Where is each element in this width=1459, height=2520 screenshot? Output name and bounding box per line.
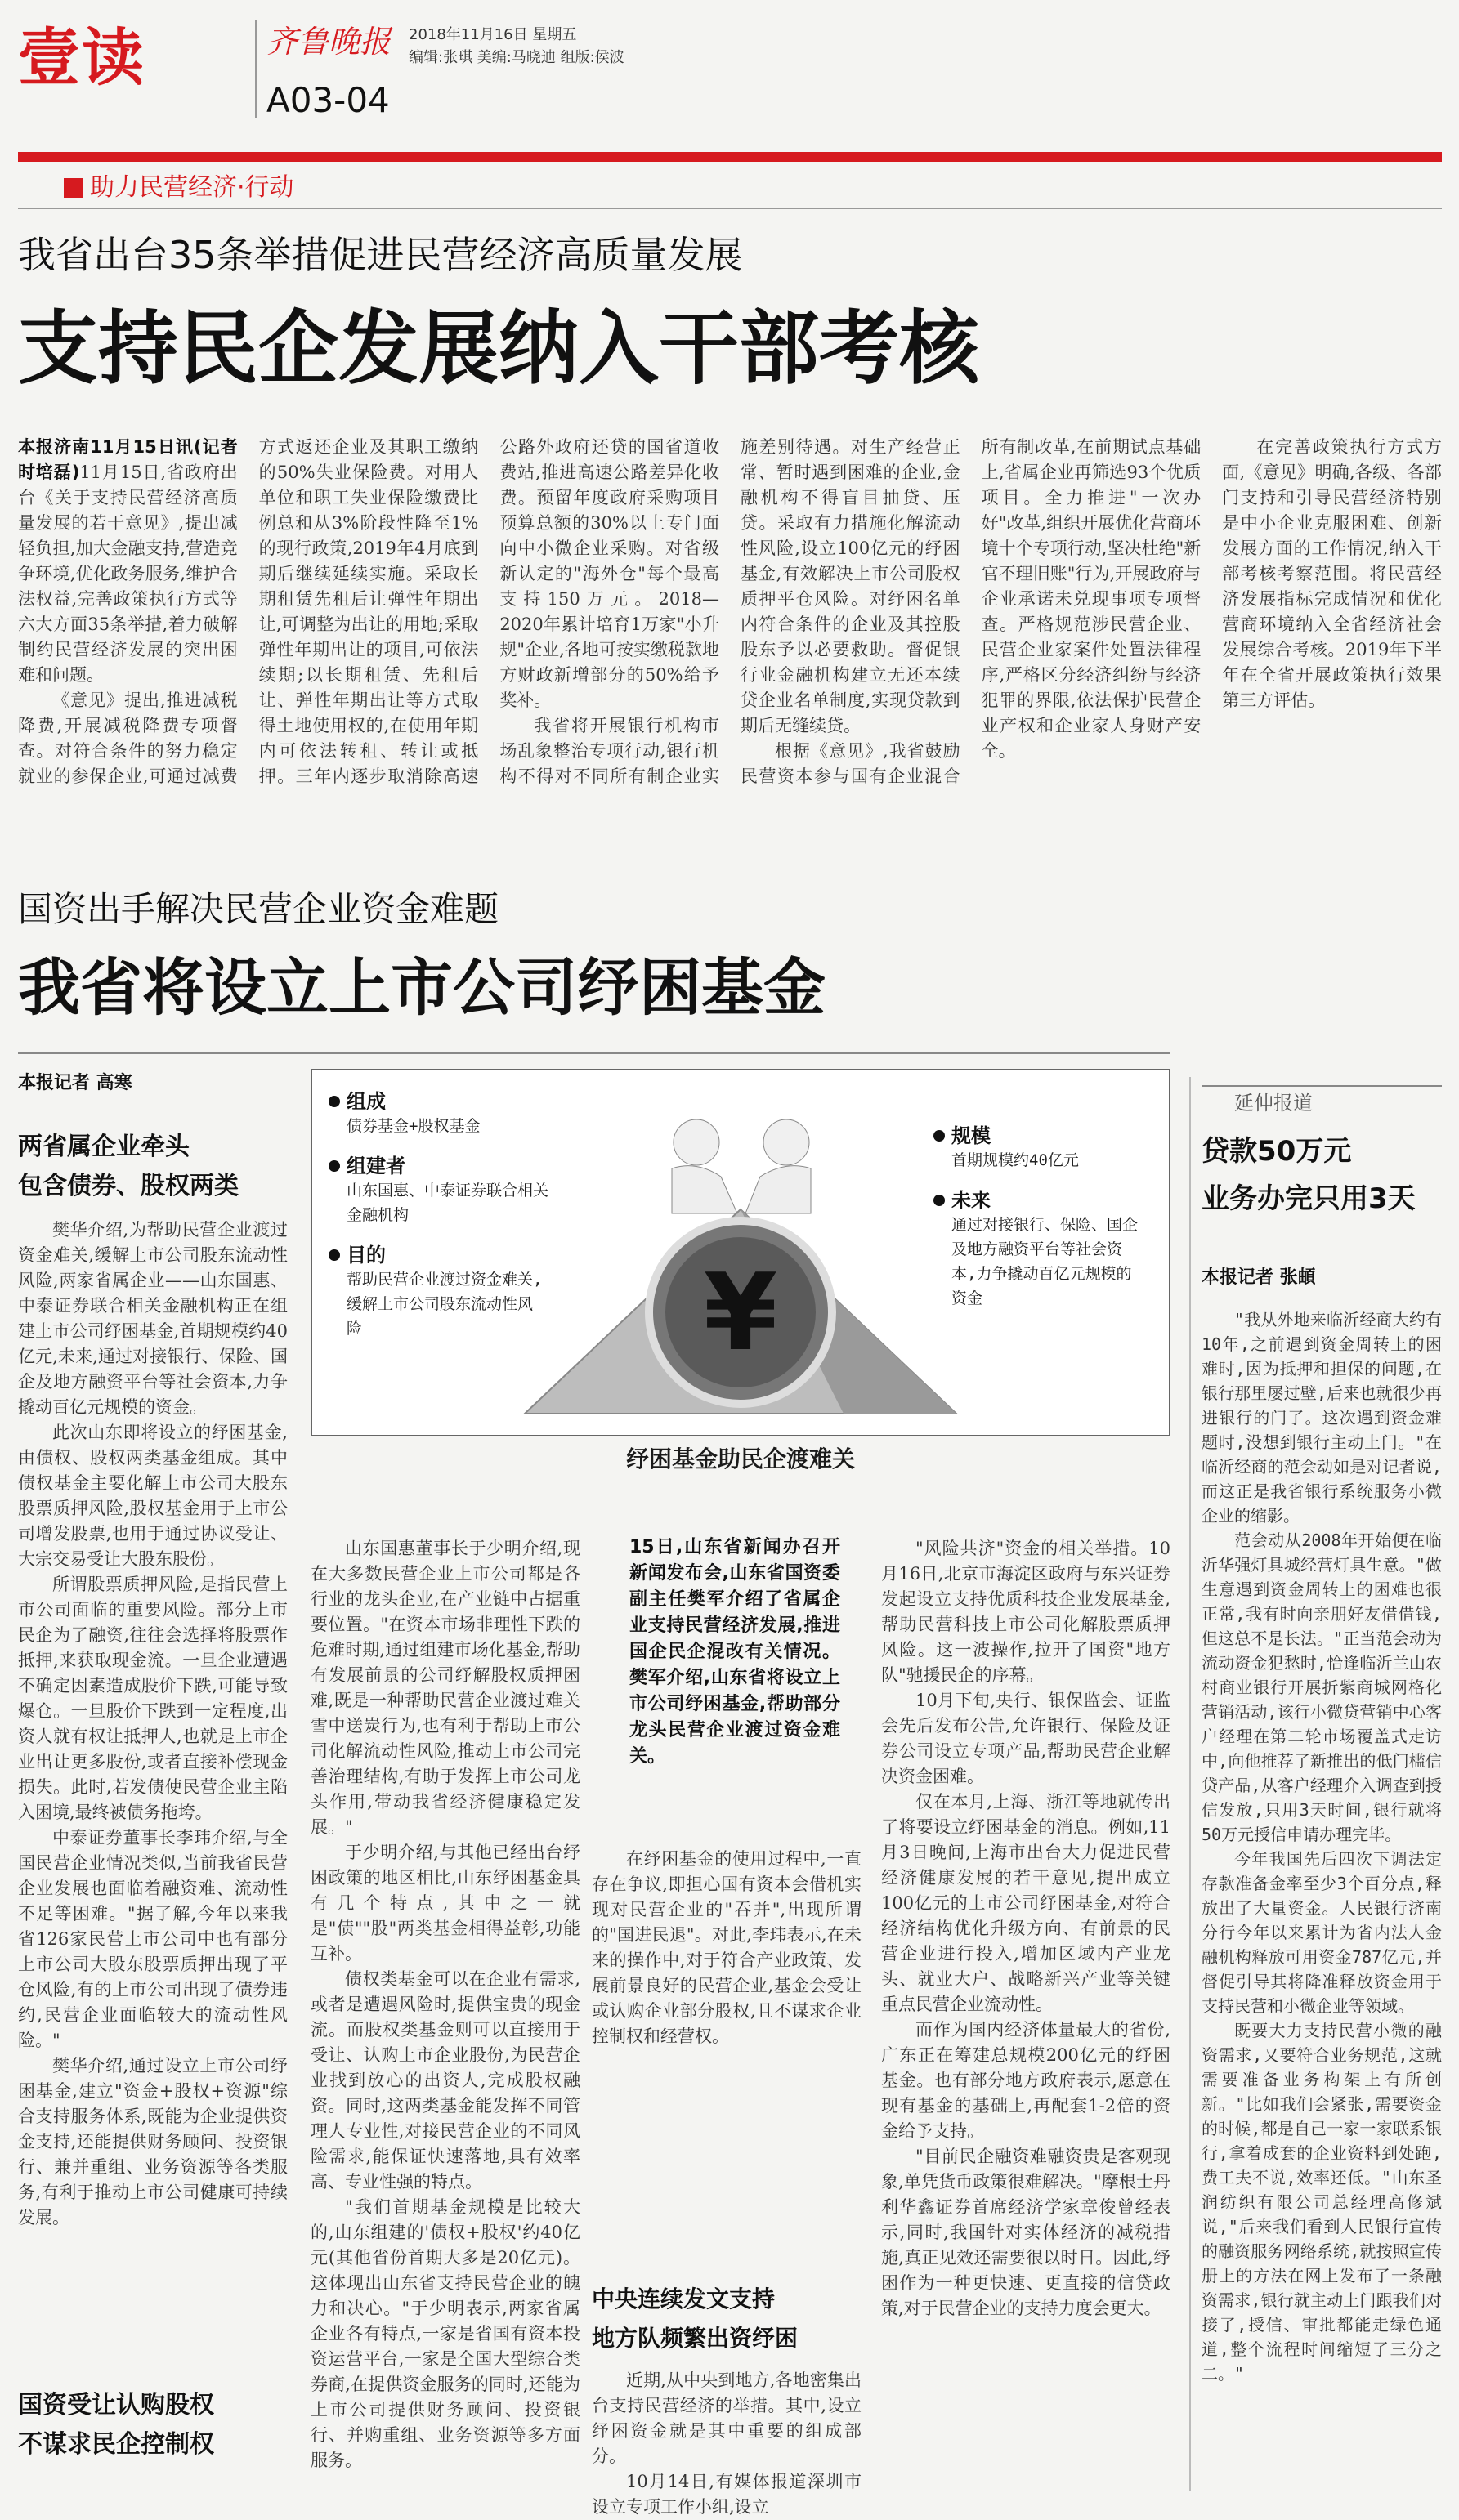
story2-kicker: 国资出手解决民营企业资金难题 — [18, 889, 499, 929]
staff-credits: 编辑:张琪 美编:马晓迪 组版:侯波 — [409, 49, 624, 66]
bullet-icon — [329, 1160, 340, 1172]
story2-rule — [18, 1052, 1170, 1054]
label-text: 组成 — [347, 1090, 386, 1113]
story2-paragraph: 樊华介绍,为帮助民营企业渡过资金难关,缓解上市公司股东流动性风险,两家省属企业——山东国惠、中泰证券联合相关金融机构正在组建上市公司纾困基金,首期规模约40亿元,未来,通过对接银行、保险、国企及地方融资平台等社会资本,力争撬动百亿元规模的资金。 — [18, 1220, 288, 1417]
story1-dateline: 本报济南11月15日讯(记者 时培磊) — [18, 437, 238, 482]
story2-paragraph: "我们首期基金规模是比较大的,山东组建的'债权+股权'约40亿元(其他省份首期大多是20亿元)。这体现出山东省支持民营企业的魄力和决心。"于少明表示,两家省属企业各有特点,一家是省国有资本投资运营平台,一家是全国大型综合类券商,在提供资金服务的同时,还能为上市公司提供财务顾问、投资银行、并购重组、业务资源等多方面服务。 — [311, 2197, 580, 2470]
bullet-icon — [933, 1195, 945, 1206]
story1-paragraph: 我省将开展银行机构市场乱象整治专项行动,银行机构不得对不同所有制企业实施差别待遇。对生产经营正常、暂时遇到困难的企业,金融机构不得盲目抽贷、压贷。采取有力措施化解流动性风险,设立100亿元的纾困基金,有效解决上市公司股权质押平仓风险。对纾困名单内符合条件的企业及其控股股东予以必要救助。督促银行业金融机构建立无还本续贷企业名单制度,实现贷款到期后无缝续贷。 — [499, 437, 960, 786]
yuan-icon: ¥ — [703, 1250, 778, 1374]
story2-paragraph: "风险共济"资金的相关举措。10月16日,北京市海淀区政府与东兴证券发起设立支持优质科技企业发展基金,帮助民营科技上市公司化解股票质押风险。这一波操作,拉开了国资"地方队"驰援民企的序幕。 — [881, 1539, 1170, 1685]
story3-paragraph: 既要大力支持民营小微的融资需求,又要符合业务规范,这就需要准备业务构架上有所创新。"比如我们会紧张,需要资金的时候,都是自己一家一家联系银行,拿着成套的企业资料到处跑,费工夫不说,效率还低。"山东圣润纺织有限公司总经理高修斌说,"后来我们看到人民银行宣传的融资服务网络系统,就按照宣传册上的方法在网上发布了一条融资需求,银行就主动上门跟我们对接了,授信、审批都能走绿色通道,整个流程时间缩短了三分之二。" — [1202, 2021, 1442, 2384]
graphic-left-items — [329, 1085, 590, 1341]
story2-paragraph: 于少明介绍,与其他已经出台纾困政策的地区相比,山东纾困基金具有几个特点,其中之一就是"债""股"两类基金相得益彰,功能互补。 — [311, 1843, 580, 1964]
issue-date: 2018年11月16日 星期五 — [409, 26, 577, 43]
subhead-line: 两省属企业牵头 — [18, 1133, 190, 1161]
bullet-icon — [329, 1249, 340, 1261]
square-icon — [64, 178, 83, 198]
story2-headline: 我省将设立上市公司纾困基金 — [18, 951, 826, 1024]
story3-headline — [1202, 1128, 1416, 1222]
story1-paragraph: 11月15日,省政府出台《关于支持民营经济高质量发展的若干意见》,提出减轻负担,加大金融支持,营造竞争环境,优化政务服务,维护合法权益,完善政策执行方式等六大方面35条举措,着力破解制约民营经济发展的突出困难和问题。 — [18, 462, 238, 685]
story3-paragraph: "我从外地来临沂经商大约有10年,之前遇到资金周转上的困难时,因为抵押和担保的问题,在银行那里屡过壁,后来也就很少再进银行的门了。这次遇到资金难题时,没想到银行主动上门。"在临沂经商的范会动如是对记者说,而这正是我省银行系统服务小微企业的缩影。 — [1202, 1310, 1442, 1526]
section-tag-label: 助力民营经济·行动 — [90, 173, 294, 202]
story2-paragraph: 债权类基金可以在企业有需求,或者是遭遇风险时,提供宝贵的现金流。而股权类基金则可以直接用于受让、认购上市企业股份,为民营企业找到放心的出资人,完成股权融资。同时,这两类基金能发挥不同管理人专业性,对接民营企业的不同风险需求,能保证快速落地,具有效率高、专业性强的特点。 — [311, 1969, 580, 2192]
graphic-item-text: 帮助民营企业渡过资金难关,缓解上市公司股东流动性风险 — [347, 1271, 543, 1338]
story2-col4 — [881, 1536, 1170, 2492]
label-text: 未来 — [951, 1189, 991, 1212]
graphic-item-label — [329, 1085, 590, 1114]
subhead-line: 地方队频繁出资纾困 — [592, 2325, 799, 2352]
subhead-line: 中央连续发文支持 — [592, 2285, 776, 2312]
story2-paragraph: 在纾困基金的使用过程中,一直存在争议,即担心国有资本会借机实现对民营企业的"吞并",出现所谓的"国进民退"。对此,李玮表示,在未来的操作中,对于符合产业政策、发展前景良好的民营企业,基金会受让或认购企业部分股权,且不谋求企业控制权和经营权。 — [592, 1849, 862, 2046]
story1-paragraph: 《意见》提出,推进减税降费,开展减税降费专项督查。对符合条件的努力稳定就业的参保企业,可通过减费方式返还企业及其职工缴纳的50%失业保险费。对用人单位和职工失业保险缴费比例总和从3%阶段性降至1%的现行政策,2019年4月底到期后继续延续实施。采取长期租赁先租后让弹性年期出让,可调整为出让的用地;采取弹性年期出让的项目,可依法续期;以长期租赁、先租后让、弹性年期出让等方式取得土地使用权的,在使用年期内可依法转租、转让或抵押。三年内逐步取消除高速公路外政府还贷的国省道收费站,推进高速公路差异化收费。预留年度政府采购项目预算总额的30%以上专门面向中小微企业采购。对省级新认定的"海外仓"每个最高支持150万元。2018—2020年累计培育1万家"小升规"企业,各地可按实缴税款地方财政新增部分的50%给予奖补。 — [18, 437, 719, 786]
headline-line: 业务办完只用3天 — [1202, 1182, 1416, 1215]
header-rule — [18, 208, 1442, 209]
subhead-line: 国资受让认购股权 — [18, 2391, 214, 2419]
story2-mid-subhead — [592, 2280, 798, 2358]
story2-paragraph: 10月下旬,央行、银保监会、证监会先后发布公告,允许银行、保险及证券公司设立专项产品,帮助民营企业解决资金困难。 — [881, 1691, 1170, 1786]
story2-paragraph: 山东国惠董事长于少明介绍,现在大多数民营企业上市公司都是各行业的龙头企业,在产业链中占据重要位置。"在资本市场非理性下跌的危难时期,通过组建市场化基金,帮助有发展前景的公司纾解股权质押困难,既是一种帮助民营企业渡过难关雪中送炭行为,也有利于帮助上市公司化解流动性风险,推动上市公司完善治理结构,有助于发挥上市公司龙头作用,带动我省经济健康稳定发展。" — [311, 1539, 580, 1837]
story1-paragraph: 根据《意见》,我省鼓励民营资本参与国有企业混合所有制改革,在前期试点基础上,省属企业再筛选93个优质项目。全力推进"一次办好"改革,组织开展优化营商环境十个专项行动,坚决杜绝"新官不理旧账"行为,开展政府与企业承诺未兑现事项专项督查。严格规范涉民营企业、民营企业家案件处置法律程序,严格区分经济纠纷与经济犯罪的界限,依法保护民营企业产权和企业家人身财产安全。 — [740, 437, 1202, 786]
story2-paragraph: 而作为国内经济体量最大的省份,广东正在筹建总规模200亿元的纾困基金。也有部分地方政府表示,愿意在现有基金的基础上,再配套1-2倍的资金给予支持。 — [881, 2020, 1170, 2141]
bullet-icon — [329, 1096, 340, 1107]
story2-paragraph: 仅在本月,上海、浙江等地就传出了将要设立纾困基金的消息。例如,11月3日晚间,上海市出台大力促进民营经济健康发展的若干意见,提出成立100亿元的上市公司纾困基金,对符合经济结构优化升级方向、有前景的民营企业进行投入,增加区域内产业龙头、就业大户、战略新兴产业等关键重点民营企业流动性。 — [881, 1792, 1170, 2014]
subhead-line: 包含债券、股权两类 — [18, 1172, 239, 1200]
story2-col3-bottom — [592, 2368, 862, 2517]
story2-subhead — [18, 1128, 239, 1206]
story2-byline: 本报记者 高寒 — [18, 1073, 132, 1093]
graphic-item-text: 首期规模约40亿元 — [951, 1151, 1079, 1169]
label-text: 规模 — [951, 1124, 991, 1147]
story1-paragraph: 在完善政策执行方式方面,《意见》明确,各级、各部门支持和引导民营经济特别是中小企业克服困难、创新发展方面的工作情况,纳入干部考核考察范围。将民营经济发展指标完成情况和优化营商环境纳入全省经济社会发展综合考核。2019年下半年在全省开展政策执行效果第三方评估。 — [1222, 437, 1442, 710]
subhead-line: 不谋求民企控制权 — [18, 2430, 214, 2459]
header-red-bar — [18, 152, 1442, 162]
story2-col1 — [18, 1218, 288, 2312]
label-text: 组建者 — [347, 1155, 405, 1177]
section-tag — [64, 167, 294, 203]
story2-paragraph: 近期,从中央到地方,各地密集出台支持民营经济的举措。其中,设立纾困资金就是其中重要的组成部分。 — [592, 2370, 862, 2466]
masthead-divider — [255, 20, 257, 118]
section-title: 壹读 — [18, 21, 145, 94]
bullet-icon — [933, 1130, 945, 1142]
story3-paragraph: 今年我国先后四次下调法定存款准备金率至少3个百分点,释放出了大量资金。人民银行济南分行今年以来累计为省内法人金融机构释放可用资金787亿元,并督促引导其将降准释放资金用于支持民营和小微企业等领域。 — [1202, 1849, 1442, 2016]
label-text: 目的 — [347, 1244, 386, 1267]
story3-tag: 延伸报道 — [1234, 1092, 1313, 1115]
story2-bottom-subhead — [18, 2386, 214, 2464]
story2-col3 — [592, 1847, 862, 2259]
story2-paragraph: "目前民企融资难融资贵是客观现象,单凭货币政策很难解决。"摩根士丹利华鑫证券首席经济学家章俊曾经表示,同时,我国针对实体经济的减税措施,真正见效还需要很以时日。因此,纾困作为一种更快速、更直接的信贷政策,对于民营企业的支持力度会更大。 — [881, 2147, 1170, 2318]
graphic-item-label — [933, 1184, 1154, 1213]
graphic-item-text: 通过对接银行、保险、国企及地方融资平台等社会资本,力争撬动百亿元规模的资金 — [951, 1216, 1139, 1307]
story2-lead-box: 15日,山东省新闻办召开新闻发布会,山东省国资委副主任樊军介绍了省属企业支持民营经济发展,推进国企民企混改有关情况。樊军介绍,山东省将设立上市公司纾困基金,帮助部分龙头民营企业渡过资金难关。 — [629, 1537, 840, 1767]
newspaper-brand: 齐鲁晚报 — [266, 24, 392, 60]
story2-paragraph: 此次山东即将设立的纾困基金,由债权、股权两类基金组成。其中债权基金主要化解上市公司大股东股票质押风险,股权基金用于上市公司增发股票,也用于通过协议受让、大宗交易受让大股东股份。 — [18, 1423, 288, 1569]
graphic-item-text: 债券基金+股权基金 — [347, 1117, 481, 1135]
story1-headline: 支持民企发展纳入干部考核 — [18, 302, 980, 395]
column-divider — [1189, 1077, 1191, 2491]
story2-paragraph: 樊华介绍,通过设立上市公司纾困基金,建立"资金+股权+资源"综合支持服务体系,既能为企业提供资金支持,还能提供财务顾问、投资银行、兼并重组、业务资源等各类服务,有利于推动上市公司健康可持续发展。 — [18, 2056, 288, 2227]
infographic — [311, 1069, 1170, 1436]
story3-byline: 本报记者 张頔 — [1202, 1267, 1316, 1288]
infographic-caption: 纾困基金助民企渡难关 — [625, 1445, 855, 1472]
graphic-item-label — [329, 1150, 590, 1178]
story2-paragraph: 中泰证券董事长李玮介绍,与全国民营企业情况类似,当前我省民营企业发展也面临着融资难、流动性不足等困难。"据了解,今年以来我省126家民营上市公司中也有部分上市公司大股东股票质押出现了平仓风险,有的上市公司出现了债券违约,民营企业面临较大的流动性风险。" — [18, 1828, 288, 2050]
graphic-item-label — [933, 1119, 1154, 1148]
graphic-right-items — [933, 1119, 1154, 1311]
graphic-item-label — [329, 1239, 590, 1267]
story3-paragraph: 范会动从2008年开始便在临沂华强灯具城经营灯具生意。"做生意遇到资金周转上的困难也很正常,我有时向亲朋好友借借钱,但这总不是长法。"正当范会动为流动资金犯愁时,恰逢临沂兰山农村商业银行开展折紫商城网格化营销活动,该行小微贷营销中心客户经理在第二轮市场覆盖式走访中,向他推荐了新推出的低门槛信贷产品,从客户经理介入调查到授信发放,只用3天时间,银行就将50万元授信申请办理完毕。 — [1202, 1530, 1442, 1844]
page-number: A03-04 — [266, 80, 390, 120]
headline-line: 贷款50万元 — [1202, 1135, 1352, 1168]
story1-kicker: 我省出台35条举措促进民营经济高质量发展 — [18, 233, 743, 277]
story1-body — [18, 435, 1442, 860]
story2-paragraph: 10月14日,有媒体报道深圳市设立专项工作小组,设立 — [592, 2472, 862, 2517]
story3-body — [1202, 1307, 1442, 2492]
story2-col2 — [311, 1536, 580, 2492]
story2-paragraph: 所谓股票质押风险,是指民营上市公司面临的重要风险。部分上市民企为了融资,往往会选择将股票作抵押,来获取现金流。一旦企业遭遇不确定因素造成股价下跌,可能导致爆仓。一旦股价下跌到一定程度,出资人就有权让抵押人,也就是上市企业出让更多股份,或者直接补偿现金损失。此时,若发债使民营企业主陷入困境,最终被债务拖垮。 — [18, 1575, 288, 1822]
graphic-item-text: 山东国惠、中泰证券联合相关金融机构 — [347, 1182, 549, 1224]
